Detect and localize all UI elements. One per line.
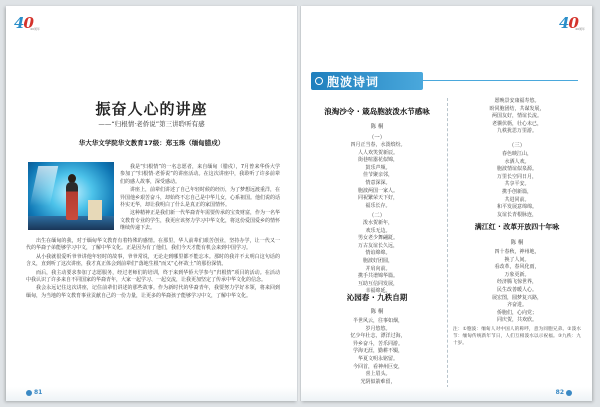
section-banner-label: 胞波诗词 xyxy=(327,75,380,89)
poem-line: 和平发展意绵绵。 xyxy=(496,204,537,211)
poem-line: 佳节聚亲邻， xyxy=(362,172,393,179)
poem-line: 人人欢笑贺新辰。 xyxy=(357,149,398,156)
poem-continuation xyxy=(453,98,581,136)
anniversary-logo xyxy=(14,16,40,34)
column-divider xyxy=(447,98,448,388)
logo-tag: 40周年 xyxy=(30,27,40,31)
poem-line: 九秩犹思万里游。 xyxy=(496,128,537,135)
poem-line: 光阴似箭难留， xyxy=(360,378,396,385)
intro-paragraph: 讲座上，前辈们讲述了自己年轻时候的经历，为了梦想远渡重洋，在异国他乡艰苦奋斗，却始终不忘自己是中华儿女，心系祖国。他们说的话朴实无华，却让我明白了什么是真正的家国情怀。 xyxy=(120,187,281,209)
stanza-marker: （三） xyxy=(508,143,526,149)
poem-line: 共享平安。 xyxy=(504,181,530,188)
circle-icon xyxy=(315,77,323,85)
poem-line: 四十春秋，神州地， xyxy=(494,249,540,255)
poem-line: 喜上眉头。 xyxy=(365,371,391,378)
body-paragraph: 从小我就很爱听爷爷讲他年轻时的故事，爷爷常说，无论走到哪里都不能忘本。那时的我并不太明白这句话的含义，直到听了这次讲座，我才真正体会到前辈们“落地生根”而又“心怀故土”的那份深情。 xyxy=(26,253,280,268)
article-title: 振奋人心的讲座 xyxy=(95,100,208,118)
poem-body xyxy=(313,318,443,386)
podium-shape xyxy=(88,200,102,220)
body-paragraph: 而后，我主动要求参加了志愿服务，经过老师们的培训，终于来到华侨大学参与“归根情”项目的活动。在活动中我认识了许多来自不同国家的华裔青年，大家一起学习、一起交流，让我更加坚定了传承中华文化的信念。 xyxy=(26,269,280,284)
logo-number: 40 xyxy=(14,14,33,32)
page-number: 82 xyxy=(556,389,574,396)
logo-number: 40 xyxy=(559,14,578,32)
footer-decoration xyxy=(301,387,592,401)
anniversary-logo xyxy=(559,16,585,34)
article-subtitle: ——“归根情·老侨说”第三讲聆听有感 xyxy=(98,120,205,128)
poem-line: 展宏图，圆梦复兴路， xyxy=(491,294,542,301)
poem-line: 并肩向前。 xyxy=(365,265,391,272)
poem-line: 民生改善暖人心。 xyxy=(496,286,537,293)
poem-title: 沁园春 · 九秩自期 xyxy=(346,293,408,302)
poem-line: 欢乐无边。 xyxy=(365,227,391,234)
poem-line: 齐奋进。 xyxy=(506,302,527,309)
poem-line: 情谊绵绵。 xyxy=(365,250,391,257)
poem-line: 今回首，看神州巨变， xyxy=(352,363,403,370)
poem-line: 盼同胞团结，共谋发展， xyxy=(489,105,545,112)
poem-line: 携手共谱锦华篇。 xyxy=(357,273,398,280)
poem-line: 水洒人欢。 xyxy=(504,158,530,165)
poem-line: 互助互信同发展， xyxy=(357,280,398,287)
intro-paragraph: 这种精神正是我们新一代华裔青年需要传承的宝贵财富，作为一名华文教育专业的学生，我更应该努力学习中华文化，将这份爱国爱乡的情怀继续传递下去。 xyxy=(120,210,281,232)
poem-line: 胞波好团圆， xyxy=(362,257,393,264)
poem-line: 侨胞们，心向党； xyxy=(496,309,537,316)
poem-author: 陈 桐 xyxy=(370,124,384,130)
poem-line: 街巷喧嚣花似锦， xyxy=(357,157,398,164)
poem-line: 四月正当春，水泼缤纷。 xyxy=(350,142,406,148)
poem-notes: 注：①胞波：缅甸人对中国人的称呼，意为同胞兄弟。②泼水节：缅甸传统新年节日，人们互相泼水以示祝福。③九秩：九十岁。 xyxy=(453,327,581,346)
poem-line: 万象更新。 xyxy=(504,271,530,278)
poem-line: 福乐长存。 xyxy=(365,202,391,209)
poem-line: 泼水贺新年， xyxy=(362,220,393,226)
article-author: 华大华文学院华文教育17级：郑玉珠（缅甸腊戍） xyxy=(78,139,225,147)
poem-line: 万里长空同日月， xyxy=(496,173,537,180)
lecture-photo xyxy=(28,162,114,230)
poem-line: 愿晚景安康福寿悠。 xyxy=(494,98,540,104)
poem-author: 陈 桐 xyxy=(510,240,524,246)
poem-line: 看改革，春风化雨， xyxy=(494,264,540,271)
stanza-marker: （二） xyxy=(368,213,386,219)
poem-line: 同祝繁荣天下好， xyxy=(357,195,398,202)
poem-line: 同庆贺，共欢欣。 xyxy=(496,317,537,324)
poem-line: 鼓乐声频。 xyxy=(365,164,391,171)
poem-stanza xyxy=(453,151,581,219)
poem-author: 陈 桐 xyxy=(370,309,384,315)
poem-line: 胞波两国一家人。 xyxy=(357,187,398,194)
poem-body xyxy=(453,249,581,325)
stanza-marker: （一） xyxy=(368,135,386,141)
poem-stanza xyxy=(313,220,443,296)
poem-line: 换了人间。 xyxy=(504,256,530,263)
intro-text xyxy=(120,164,280,234)
poem-line: 异乡奋斗，苦乐同游。 xyxy=(352,340,403,347)
bullet-icon xyxy=(26,390,32,396)
poem-line: 幸福绵延。 xyxy=(365,288,391,295)
banner-rule xyxy=(423,80,578,81)
poem-title: 浪淘沙令 · 箴岛胞波泼水节感咏 xyxy=(324,107,430,116)
spotlight-shape xyxy=(30,166,59,206)
footer-decoration xyxy=(6,387,297,401)
poem-line: 春色映江山， xyxy=(501,151,532,157)
poem-line: 共进同前。 xyxy=(504,196,530,203)
right-page xyxy=(301,6,592,401)
poem-line: 万古友谊长久远， xyxy=(357,242,398,249)
left-page xyxy=(6,6,297,401)
poem-line: 岁月悠悠。 xyxy=(365,325,391,332)
poem-line: 老骥伏枥，壮心未已， xyxy=(491,120,542,127)
poem-title: 满江红 · 改革开放四十年咏 xyxy=(474,223,560,231)
poem-stanza xyxy=(313,142,443,210)
poem-line: 两国友好，情谊长流。 xyxy=(491,113,542,120)
poem-line: 学海无涯，勤耕不辍， xyxy=(352,348,403,355)
poem-line: 忆少年壮志，漂洋过海， xyxy=(350,333,406,340)
poem-line: 经济腾飞惊世界， xyxy=(496,279,537,286)
page-number: 81 xyxy=(24,389,42,396)
poem-line: 友谊长青根脉连， xyxy=(496,211,537,218)
body-text xyxy=(26,238,280,301)
body-paragraph: 我会永远记住这次讲座，记住前辈们讲述的那些故事。作为新时代的华裔青年，我要努力学好本领，将来回到缅甸，为当地的华文教育事业贡献自己的一份力量，让更多的华裔孩子能够学习中文，了解中华文化。 xyxy=(26,285,280,299)
section-banner xyxy=(311,72,423,90)
speaker-figure-shape xyxy=(66,182,78,220)
poem-line: 携手创新篇， xyxy=(501,188,532,195)
poem-line: 半世风云，往事如烟， xyxy=(352,318,403,324)
poem-line: 胞波情谊似泉源。 xyxy=(496,166,537,173)
intro-paragraph: 我是“归根情”的一名志愿者，来自缅甸（腊戍），7月曾来华侨大学参加了“归根情·老侨说”的讲座活动。在这次讲座中，我聆听了许多前辈们的感人故事，深受感动。 xyxy=(120,164,280,185)
logo-tag: 40周年 xyxy=(575,27,585,31)
body-paragraph: 出生在缅甸的我，对于缅甸华文教育有着特殊的感情。在那里，华人前辈们艰苦创业，坚持办学，让一代又一代的华裔子弟能够学习中文，了解中华文化。正是因为有了他们，我们今天才能有机会来到中国学习。 xyxy=(26,238,280,252)
bullet-icon xyxy=(566,390,572,396)
poem-line: 情意深深。 xyxy=(365,179,391,186)
poem-line: 华夏文明永铭留。 xyxy=(357,355,398,362)
poem-line: 男女老少舞翩跹。 xyxy=(357,235,398,242)
